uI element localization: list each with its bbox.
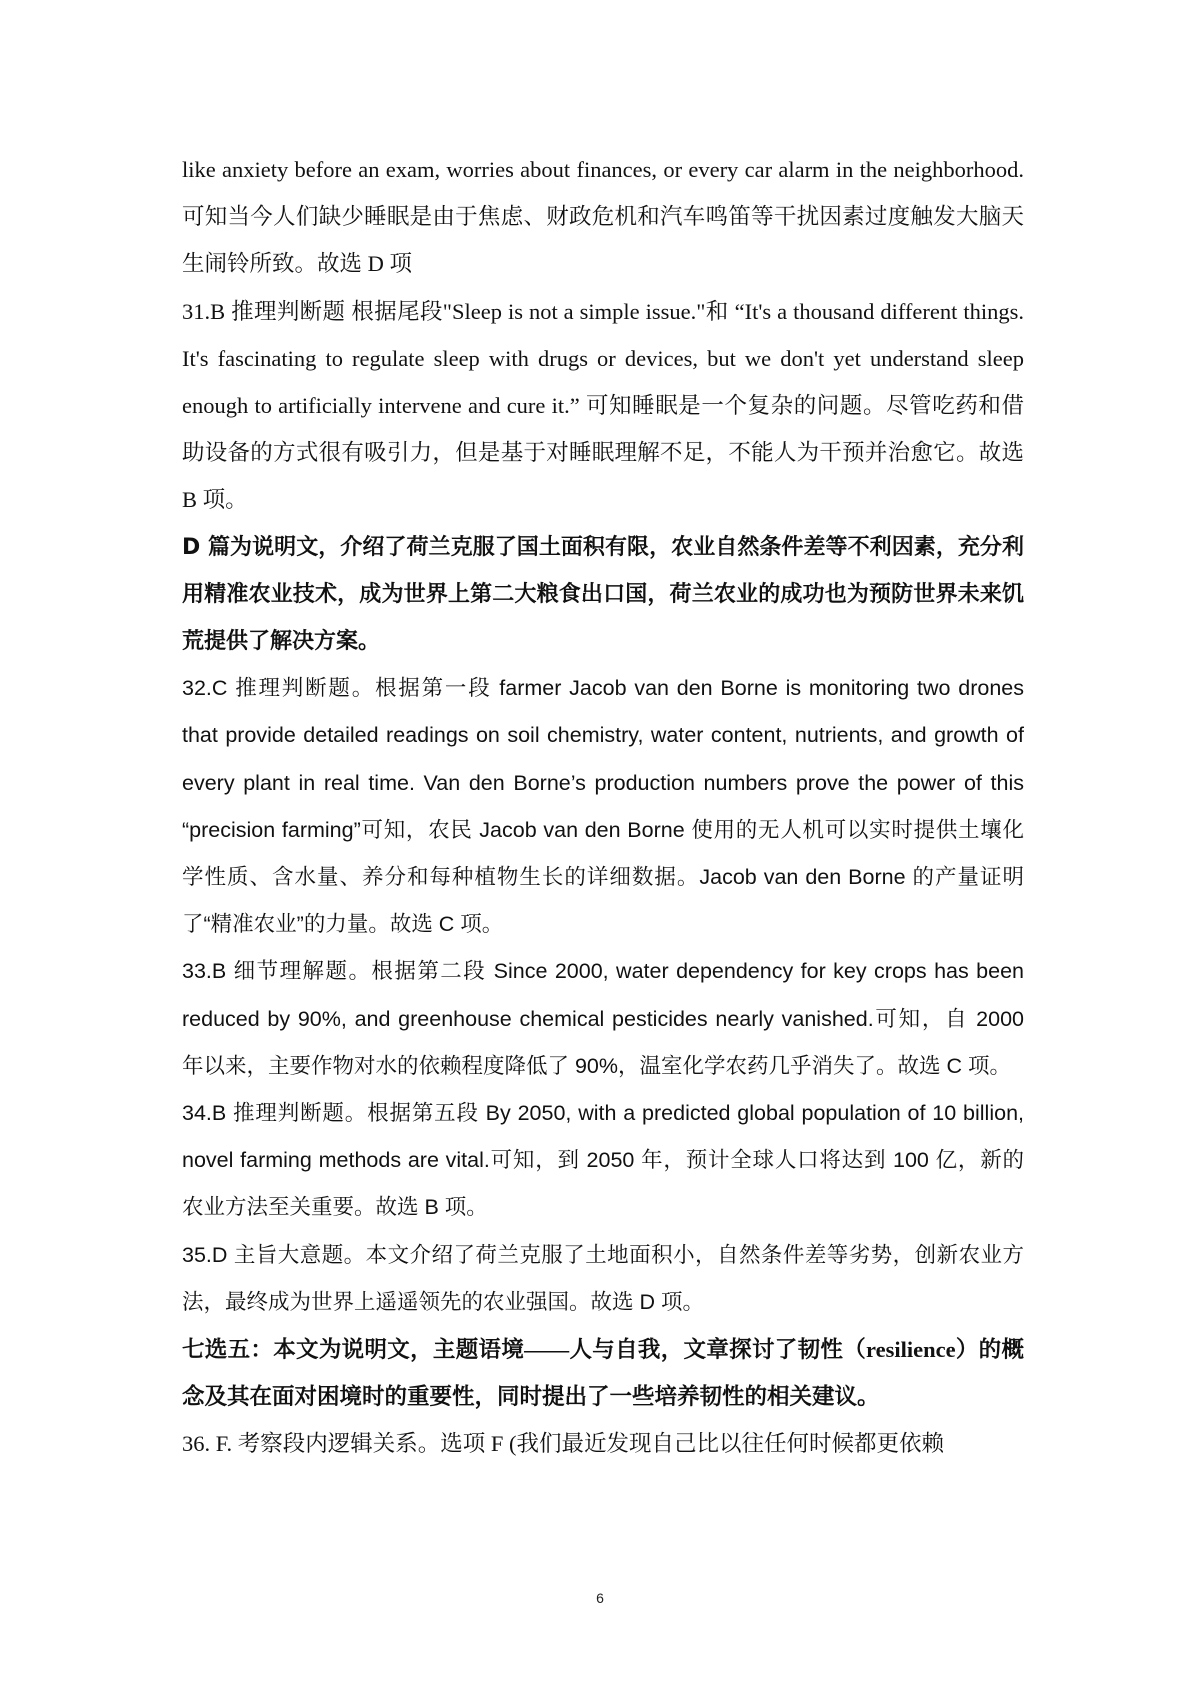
paragraph-answer-36: 36. F. 考察段内逻辑关系。选项 F (我们最近发现自己比以往任何时候都更依赖: [182, 1431, 944, 1457]
paragraph-sleep-answer-continuation: like anxiety before an exam, worries about finances, or every car alarm in the neighborhood.可知当今人们缺少睡眠是由于焦虑、财政危机和汽车鸣笛等干扰因素过度触发大脑天生闹铃所致。故选 D 项: [182, 157, 1024, 277]
paragraph-passage-d-summary: D 篇为说明文，介绍了荷兰克服了国土面积有限，农业自然条件差等不利因素，充分利用精准农业技术，成为世界上第二大粮食出口国，荷兰农业的成功也为预防世界未来饥荒提供了解决方案。: [182, 534, 1024, 655]
paragraph-seven-choose-five-summary: 七选五：本文为说明文，主题语境——人与自我，文章探讨了韧性（resilience）的概念及其在面对困境时的重要性，同时提出了一些培养韧性的相关建议。: [182, 1337, 1024, 1410]
paragraph-answer-35: 35.D 主旨大意题。本文介绍了荷兰克服了土地面积小，自然条件差等劣势，创新农业方法，最终成为世界上遥遥领先的农业强国。故选 D 项。: [182, 1242, 1024, 1314]
paragraph-answer-34: 34.B 推理判断题。根据第五段 By 2050, with a predicted global population of 10 billion, novel farming methods are vital.可知，到 2050 年，预计全球人口将达到 100 亿，新的农业方法至关重要。故选 B 项。: [182, 1101, 1024, 1220]
paragraph-answer-32: 32.C 推理判断题。根据第一段 farmer Jacob van den Borne is monitoring two drones that provide detailed readings on soil chemistry, water content, nutrients, and growth of every plant in real time. Van den Borne’s production numbers prove the power of this “precision farming”可知，农民 Jacob van den Borne 使用的无人机可以实时提供土壤化学性质、含水量、养分和每种植物生长的详细数据。Jacob van den Borne 的产量证明了“精准农业”的力量。故选 C 项。: [182, 676, 1024, 937]
page-number: 6: [596, 1590, 604, 1606]
paragraph-answer-31: 31.B 推理判断题 根据尾段"Sleep is not a simple issue."和 “It's a thousand different things. It's fascinating to regulate sleep with drugs or devices, but we don't yet understand sleep enough to artificially intervene and cure it.” 可知睡眠是一个复杂的问题。尽管吃药和借助设备的方式很有吸引力，但是基于对睡眠理解不足，不能人为干预并治愈它。故选 B 项。: [182, 298, 1024, 513]
paragraph-answer-33: 33.B 细节理解题。根据第二段 Since 2000, water dependency for key crops has been reduced by 90%, and greenhouse chemical pesticides nearly vanished.可知，自 2000 年以来，主要作物对水的依赖程度降低了 90%，温室化学农药几乎消失了。故选 C 项。: [182, 959, 1024, 1078]
document-page: [182, 146, 1024, 1468]
